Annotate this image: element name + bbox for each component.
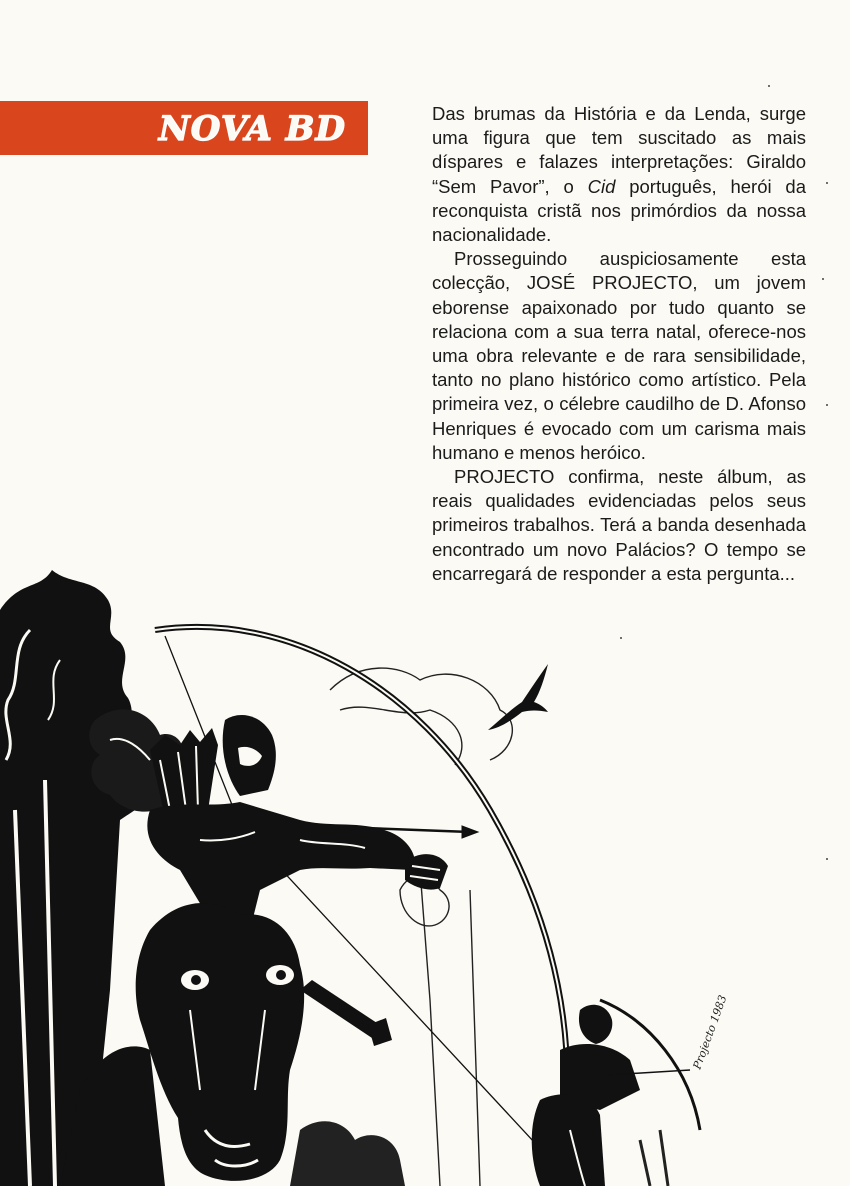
paper-speck [826,404,828,406]
paper-speck [768,85,770,87]
distant-trees [330,668,512,1186]
paragraph-1-part-2: português, herói da reconquista cristã nos primórdios da nossa nacionalidade. [432,175,806,246]
paper-speck [822,278,824,280]
artist-signature: Projecto 1983 [690,993,730,1072]
paper-speck [620,637,622,639]
nova-bd-banner [0,101,368,155]
paragraph-3: PROJECTO confirma, neste álbum, as reais qualidades evidenciadas pelos seus primeiros trabalhos. Terá a banda desenhada encontrado um novo Palácios? O tempo se encarregará de responder a esta pergunta... [432,466,806,584]
paper-speck [826,858,828,860]
cid-emphasis: Cid [587,175,616,197]
archers-illustration [0,570,850,1186]
paragraph-1 [432,102,806,247]
second-archer [532,1000,700,1186]
paragraph-2: Prosseguindo auspiciosamente esta colecção, JOSÉ PROJECTO, um jovem eborense apaixonado por tudo quanto se relaciona com a sua terra natal, oferece-nos uma obra relevante e de rara sensibilidade, tanto no plano histórico como artístico. Pela primeira vez, o célebre caudilho de D. Afonso Henriques é evocado com um carisma mais humano e menos heróico. [432,248,806,463]
paragraph-1-part-1: Das brumas da História e da Lenda, surge uma figura que tem suscitado as mais díspares e falazes interpretações: Giraldo “Sem Pavor”, o [432,103,806,197]
eagle [488,664,548,730]
sword [300,980,392,1046]
paper-speck [826,182,828,184]
article-text [432,102,806,586]
banner-title: NOVA BD [158,109,346,149]
